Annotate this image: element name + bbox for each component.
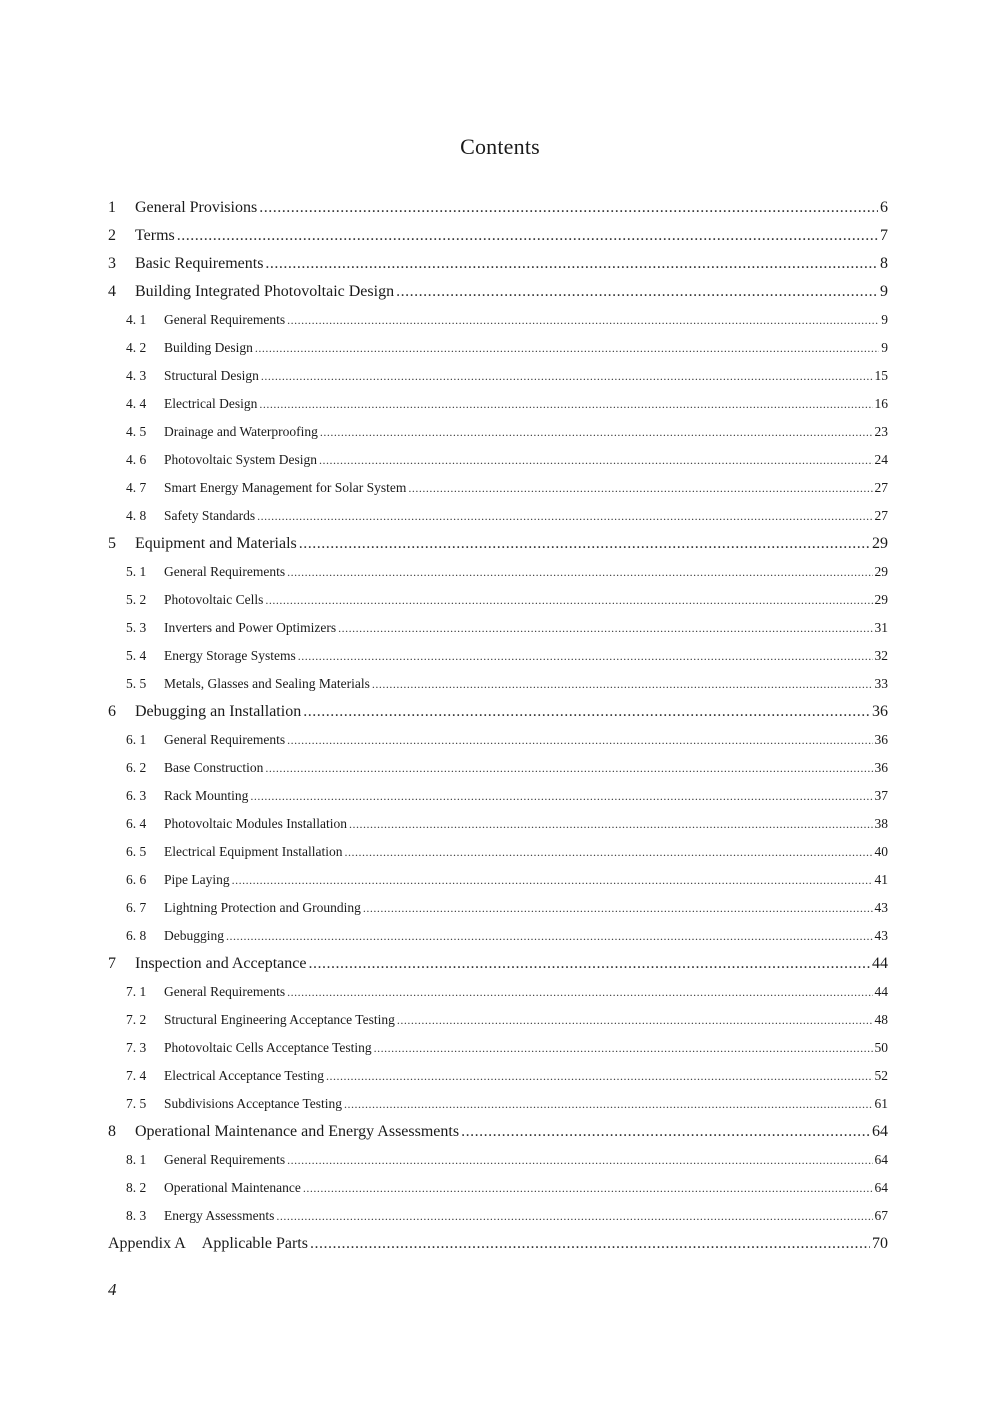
toc-dot-leader bbox=[287, 306, 879, 334]
toc-entry-number: 8. 1 bbox=[126, 1152, 147, 1167]
toc-entry[interactable] bbox=[108, 334, 888, 362]
toc-dot-leader bbox=[303, 698, 870, 726]
toc-entry-title: Electrical Equipment Installation bbox=[164, 844, 343, 859]
toc-entry[interactable] bbox=[108, 950, 888, 978]
toc-entry-title: Photovoltaic Cells Acceptance Testing bbox=[164, 1040, 372, 1055]
toc-entry[interactable] bbox=[108, 418, 888, 446]
toc-entry-page: 7 bbox=[880, 227, 888, 244]
toc-entry-page: 36 bbox=[874, 732, 888, 747]
toc-entry-number: 5. 2 bbox=[126, 592, 147, 607]
toc-entry-page: 9 bbox=[881, 312, 888, 327]
toc-entry-title: Electrical Acceptance Testing bbox=[164, 1068, 324, 1083]
toc-dot-leader bbox=[308, 950, 870, 978]
toc-entry-page: 44 bbox=[874, 984, 888, 999]
toc-dot-leader bbox=[177, 222, 878, 250]
toc-entry-page: 64 bbox=[874, 1152, 888, 1167]
toc-entry[interactable] bbox=[108, 1062, 888, 1090]
toc-entry-title: Building Integrated Photovoltaic Design bbox=[135, 283, 395, 300]
toc-entry[interactable] bbox=[108, 362, 888, 390]
toc-entry-title: Smart Energy Management for Solar System bbox=[164, 480, 407, 495]
toc-dot-leader bbox=[461, 1118, 870, 1146]
toc-entry-page: 37 bbox=[874, 788, 888, 803]
toc-entry-page: 27 bbox=[874, 480, 888, 495]
toc-dot-leader bbox=[287, 1146, 872, 1174]
toc-entry-title: General Requirements bbox=[164, 564, 286, 579]
toc-entry[interactable] bbox=[108, 1118, 888, 1146]
toc-entry-page: 38 bbox=[874, 816, 888, 831]
toc-entry-title: Building Design bbox=[164, 340, 253, 355]
toc-entry[interactable] bbox=[108, 810, 888, 838]
toc-entry[interactable] bbox=[108, 474, 888, 502]
toc-entry-page: 6 bbox=[880, 199, 888, 216]
toc-entry-number: 6. 5 bbox=[126, 844, 147, 859]
toc-entry-title: Inspection and Acceptance bbox=[135, 955, 307, 972]
toc-entry-title: Photovoltaic System Design bbox=[164, 452, 317, 467]
toc-entry-title: General Requirements bbox=[164, 312, 286, 327]
toc-entry[interactable] bbox=[108, 642, 888, 670]
toc-entry[interactable] bbox=[108, 1174, 888, 1202]
toc-entry-page: 8 bbox=[880, 255, 888, 272]
toc-dot-leader bbox=[338, 614, 872, 642]
page-title: Contents bbox=[460, 134, 540, 159]
toc-entry-number: 4. 6 bbox=[126, 452, 147, 467]
toc-entry[interactable] bbox=[108, 1202, 888, 1230]
toc-entry-title: Photovoltaic Modules Installation bbox=[164, 816, 347, 831]
toc-entry-number: 6 bbox=[108, 703, 116, 720]
toc-entry-title: Operational Maintenance and Energy Assessments bbox=[135, 1123, 460, 1140]
toc-entry-number: 6. 4 bbox=[126, 816, 147, 831]
toc-entry-title: Energy Storage Systems bbox=[164, 648, 296, 663]
toc-entry[interactable] bbox=[108, 670, 888, 698]
page-number: 4 bbox=[108, 1280, 117, 1299]
toc-entry[interactable] bbox=[108, 614, 888, 642]
toc-dot-leader bbox=[265, 250, 878, 278]
toc-dot-leader bbox=[374, 1034, 873, 1062]
toc-entry-page: 48 bbox=[874, 1012, 888, 1027]
toc-dot-leader bbox=[259, 194, 878, 222]
toc-entry-page: 29 bbox=[872, 535, 888, 552]
toc-entry-title: Debugging bbox=[164, 928, 224, 943]
toc-dot-leader bbox=[303, 1174, 873, 1202]
toc-dot-leader bbox=[265, 586, 872, 614]
toc-dot-leader bbox=[344, 838, 872, 866]
toc-entry-page: 15 bbox=[874, 368, 888, 383]
toc-entry-page: 67 bbox=[874, 1208, 888, 1223]
toc-entry-number: 5 bbox=[108, 535, 116, 552]
toc-entry[interactable] bbox=[108, 278, 888, 306]
toc-entry-title: Electrical Design bbox=[164, 396, 258, 411]
toc-entry-page: 64 bbox=[872, 1123, 888, 1140]
toc-entry[interactable] bbox=[108, 306, 888, 334]
toc-entry-page: 9 bbox=[880, 283, 888, 300]
toc-entry-number: 6. 3 bbox=[126, 788, 147, 803]
toc-entry-number: 7. 2 bbox=[126, 1012, 147, 1027]
toc-entry[interactable] bbox=[108, 1230, 888, 1258]
toc-entry[interactable] bbox=[108, 586, 888, 614]
toc-entry-page: 33 bbox=[874, 676, 888, 691]
toc-entry-page: 36 bbox=[872, 703, 888, 720]
toc-entry-page: 70 bbox=[872, 1235, 888, 1252]
toc-entry-title: Structural Engineering Acceptance Testing bbox=[164, 1012, 395, 1027]
toc-entry-title: Debugging an Installation bbox=[135, 703, 302, 720]
toc-entry[interactable] bbox=[108, 894, 888, 922]
toc-entry-title: Photovoltaic Cells bbox=[164, 592, 264, 607]
toc-dot-leader bbox=[320, 418, 873, 446]
toc-entry-title: Drainage and Waterproofing bbox=[164, 424, 318, 439]
toc-entry-title: General Requirements bbox=[164, 732, 286, 747]
toc-entry-number: 4. 4 bbox=[126, 396, 147, 411]
toc-entry[interactable] bbox=[108, 978, 888, 1006]
toc-dot-leader bbox=[299, 530, 870, 558]
toc-entry-number: 7. 4 bbox=[126, 1068, 147, 1083]
toc-dot-leader bbox=[396, 278, 878, 306]
toc-entry-number: 5. 4 bbox=[126, 648, 147, 663]
toc-entry-number: 5. 3 bbox=[126, 620, 147, 635]
toc-entry-title: Basic Requirements bbox=[135, 255, 264, 272]
toc-entry-number: 5. 5 bbox=[126, 676, 147, 691]
toc-entry-number: 7. 3 bbox=[126, 1040, 147, 1055]
toc-entry-number: 8. 2 bbox=[126, 1180, 147, 1195]
toc-entry-page: 50 bbox=[874, 1040, 888, 1055]
toc-entry-title: Safety Standards bbox=[164, 508, 256, 523]
toc-dot-leader bbox=[255, 334, 879, 362]
toc-entry-page: 23 bbox=[874, 424, 888, 439]
toc-entry-title: Applicable Parts bbox=[201, 1235, 308, 1252]
toc-entry-number: 4. 7 bbox=[126, 480, 147, 495]
toc-dot-leader bbox=[344, 1090, 872, 1118]
toc-entry[interactable] bbox=[108, 222, 888, 250]
toc-entry[interactable] bbox=[108, 250, 888, 278]
toc-dot-leader bbox=[310, 1230, 870, 1258]
toc-dot-leader bbox=[259, 390, 872, 418]
toc-entry-number: 6. 2 bbox=[126, 760, 147, 775]
toc-entry-number: 6. 1 bbox=[126, 732, 147, 747]
toc-entry-number: 4. 8 bbox=[126, 508, 147, 523]
toc-entry-title: Operational Maintenance bbox=[164, 1180, 301, 1195]
toc-dot-leader bbox=[261, 362, 873, 390]
toc-dot-leader bbox=[319, 446, 873, 474]
toc-dot-leader bbox=[372, 670, 873, 698]
toc-entry[interactable] bbox=[108, 194, 888, 222]
toc-entry-number: 1 bbox=[108, 199, 116, 216]
toc-dot-leader bbox=[326, 1062, 873, 1090]
toc-dot-leader bbox=[287, 978, 872, 1006]
toc-entry-title: Structural Design bbox=[164, 368, 259, 383]
toc-entry-page: 24 bbox=[874, 452, 888, 467]
toc-entry-title: Lightning Protection and Grounding bbox=[164, 900, 361, 915]
toc-entry-page: 61 bbox=[874, 1096, 888, 1111]
toc-entry[interactable] bbox=[108, 1006, 888, 1034]
toc-entry-page: 43 bbox=[874, 928, 888, 943]
toc-entry[interactable] bbox=[108, 866, 888, 894]
toc-dot-leader bbox=[408, 474, 872, 502]
toc-dot-leader bbox=[226, 922, 873, 950]
toc-entry[interactable] bbox=[108, 1090, 888, 1118]
toc-entry-page: 29 bbox=[874, 564, 888, 579]
toc-dot-leader bbox=[363, 894, 873, 922]
toc-entry-page: 44 bbox=[872, 955, 888, 972]
toc-entry[interactable] bbox=[108, 1034, 888, 1062]
toc-entry-title: Rack Mounting bbox=[164, 788, 249, 803]
toc-dot-leader bbox=[257, 502, 872, 530]
toc-entry-page: 64 bbox=[874, 1180, 888, 1195]
toc-entry-number: 6. 8 bbox=[126, 928, 147, 943]
toc-entry[interactable] bbox=[108, 922, 888, 950]
toc-entry-page: 27 bbox=[874, 508, 888, 523]
toc-entry-number: 4. 2 bbox=[126, 340, 147, 355]
toc-entry[interactable] bbox=[108, 446, 888, 474]
toc-entry-number: 6. 7 bbox=[126, 900, 147, 915]
table-of-contents bbox=[108, 194, 888, 1258]
toc-entry-page: 40 bbox=[874, 844, 888, 859]
toc-entry[interactable] bbox=[108, 390, 888, 418]
toc-dot-leader bbox=[250, 782, 872, 810]
toc-entry-number: 3 bbox=[108, 255, 116, 272]
toc-entry-number: 7. 5 bbox=[126, 1096, 147, 1111]
toc-entry-title: Subdivisions Acceptance Testing bbox=[164, 1096, 343, 1111]
toc-entry-number: 4. 1 bbox=[126, 312, 147, 327]
toc-dot-leader bbox=[397, 1006, 873, 1034]
toc-entry-page: 29 bbox=[874, 592, 888, 607]
toc-dot-leader bbox=[265, 754, 872, 782]
toc-entry[interactable] bbox=[108, 698, 888, 726]
toc-entry-page: 31 bbox=[874, 620, 888, 635]
toc-entry-number: 7 bbox=[108, 955, 116, 972]
toc-dot-leader bbox=[232, 866, 873, 894]
toc-dot-leader bbox=[298, 642, 873, 670]
toc-entry-page: 43 bbox=[874, 900, 888, 915]
toc-entry-title: Metals, Glasses and Sealing Materials bbox=[164, 676, 370, 691]
toc-dot-leader bbox=[349, 810, 873, 838]
toc-entry[interactable] bbox=[108, 1146, 888, 1174]
toc-entry[interactable] bbox=[108, 502, 888, 530]
toc-entry-title: Equipment and Materials bbox=[135, 535, 297, 552]
toc-dot-leader bbox=[276, 1202, 872, 1230]
toc-entry[interactable] bbox=[108, 754, 888, 782]
toc-entry-page: 52 bbox=[874, 1068, 888, 1083]
toc-entry-page: 41 bbox=[874, 872, 888, 887]
toc-entry-title: Pipe Laying bbox=[164, 872, 230, 887]
toc-dot-leader bbox=[287, 558, 872, 586]
toc-entry-page: 36 bbox=[874, 760, 888, 775]
toc-dot-leader bbox=[287, 726, 872, 754]
toc-entry-number: 6. 6 bbox=[126, 872, 147, 887]
toc-entry-number: Appendix A bbox=[108, 1235, 186, 1252]
toc-entry-title: Energy Assessments bbox=[164, 1208, 275, 1223]
toc-entry-number: 4 bbox=[108, 283, 116, 300]
toc-entry-page: 16 bbox=[874, 396, 888, 411]
toc-entry-number: 8 bbox=[108, 1123, 116, 1140]
toc-entry-number: 4. 3 bbox=[126, 368, 147, 383]
toc-entry[interactable] bbox=[108, 558, 888, 586]
toc-entry-title: General Requirements bbox=[164, 984, 286, 999]
toc-entry-number: 5. 1 bbox=[126, 564, 147, 579]
toc-entry-title: General Provisions bbox=[135, 199, 258, 216]
toc-entry[interactable] bbox=[108, 838, 888, 866]
toc-entry-title: Inverters and Power Optimizers bbox=[164, 620, 337, 635]
toc-entry[interactable] bbox=[108, 782, 888, 810]
toc-entry-title: General Requirements bbox=[164, 1152, 286, 1167]
toc-entry-page: 9 bbox=[881, 340, 888, 355]
toc-entry[interactable] bbox=[108, 726, 888, 754]
toc-entry-page: 32 bbox=[874, 648, 888, 663]
toc-entry-number: 8. 3 bbox=[126, 1208, 147, 1223]
toc-entry-number: 4. 5 bbox=[126, 424, 147, 439]
toc-entry-title: Terms bbox=[135, 227, 175, 244]
toc-entry-number: 2 bbox=[108, 227, 116, 244]
toc-entry-number: 7. 1 bbox=[126, 984, 147, 999]
toc-entry[interactable] bbox=[108, 530, 888, 558]
toc-entry-title: Base Construction bbox=[164, 760, 264, 775]
